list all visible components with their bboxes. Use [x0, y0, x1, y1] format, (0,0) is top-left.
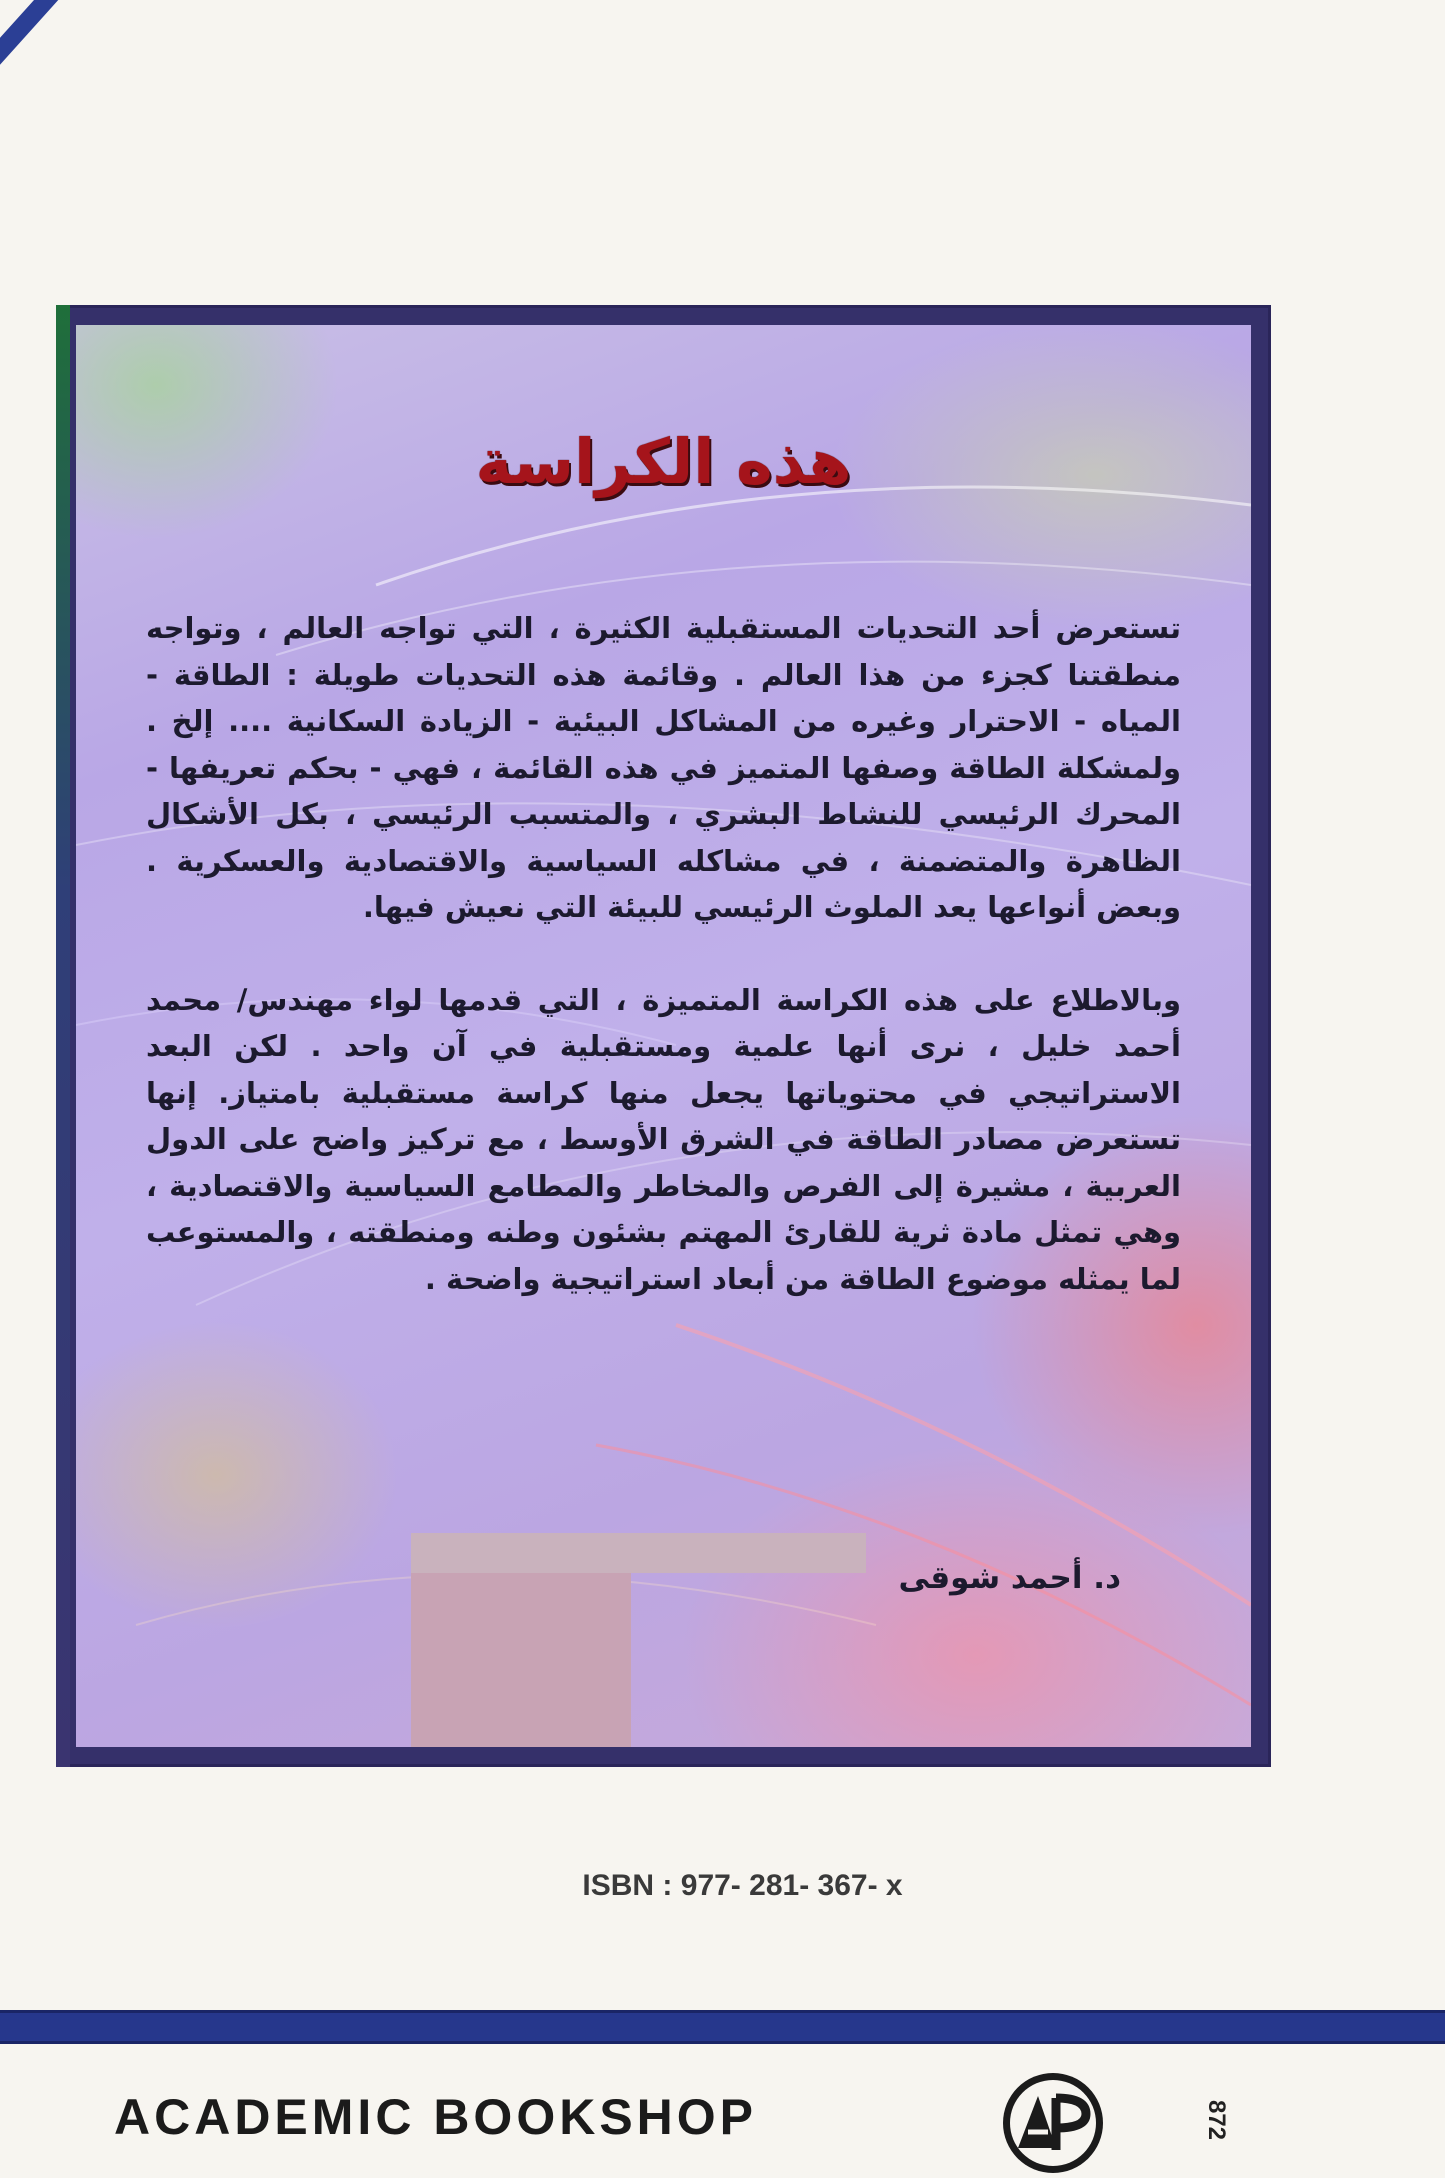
back-cover-panel-frame: [56, 305, 1271, 1767]
description-paragraph-2: وبالاطلاع على هذه الكراسة المتميزة ، التي قدمها لواء مهندس/ محمد أحمد خليل ، نرى أنها علمية ومستقبلية في آن واحد . لكن البعد الاستراتيجي في محتوياتها يجعل منها كراسة مستقبلية بامتياز. إنها تستعرض مصادر الطاقة في الشرق الأوسط ، مع تركيز واضح على الدول العربية ، مشيرة إلى الفرص والمخاطر والمطامع السياسية والاقتصادية ، وهي تمثل مادة ثرية للقارئ المهتم بشئون وطنه ومنطقته ، والمستوعب لما يمثله موضوع الطاقة من أبعاد استراتيجية واضحة .: [146, 982, 1181, 1296]
description-text: [146, 605, 1181, 1302]
panel-title: هذه الكراسة: [475, 425, 852, 498]
spine-code-text: 872: [1203, 2099, 1231, 2141]
back-cover-panel: [76, 325, 1251, 1747]
spine-code: [1196, 2080, 1236, 2160]
academic-bookshop-logo-icon: [998, 2068, 1108, 2178]
isbn-number: ISBN : 977- 281- 367- x: [582, 1869, 903, 1902]
bottom-color-band: [0, 2010, 1445, 2044]
corner-decoration-stripe: [0, 0, 87, 72]
publisher-name: ACADEMIC BOOKSHOP: [114, 2089, 758, 2145]
author-signature: د. أحمد شوقى: [898, 1560, 1121, 1596]
redacted-area: [411, 1533, 866, 1573]
redacted-area-lower: [411, 1573, 631, 1747]
description-paragraph-1: تستعرض أحد التحديات المستقبلية الكثيرة ، التي تواجه العالم ، وتواجه منطقتنا كجزء من هذا العالم . وقائمة هذه التحديات طويلة : الطاقة - المياه - الاحترار وغيره من المشاكل البيئية - الزيادة السكانية .... إلخ . ولمشكلة الطاقة وصفها المتميز في هذه القائمة ، فهي - بحكم تعريفها - المحرك الرئيسي للنشاط البشري ، والمتسبب الرئيسي ، بكل الأشكال الظاهرة والمتضمنة ، في مشاكله السياسية والاقتصادية والعسكرية . وبعض أنواعها يعد الملوث الرئيسي للبيئة التي نعيش فيها.: [146, 611, 1181, 924]
